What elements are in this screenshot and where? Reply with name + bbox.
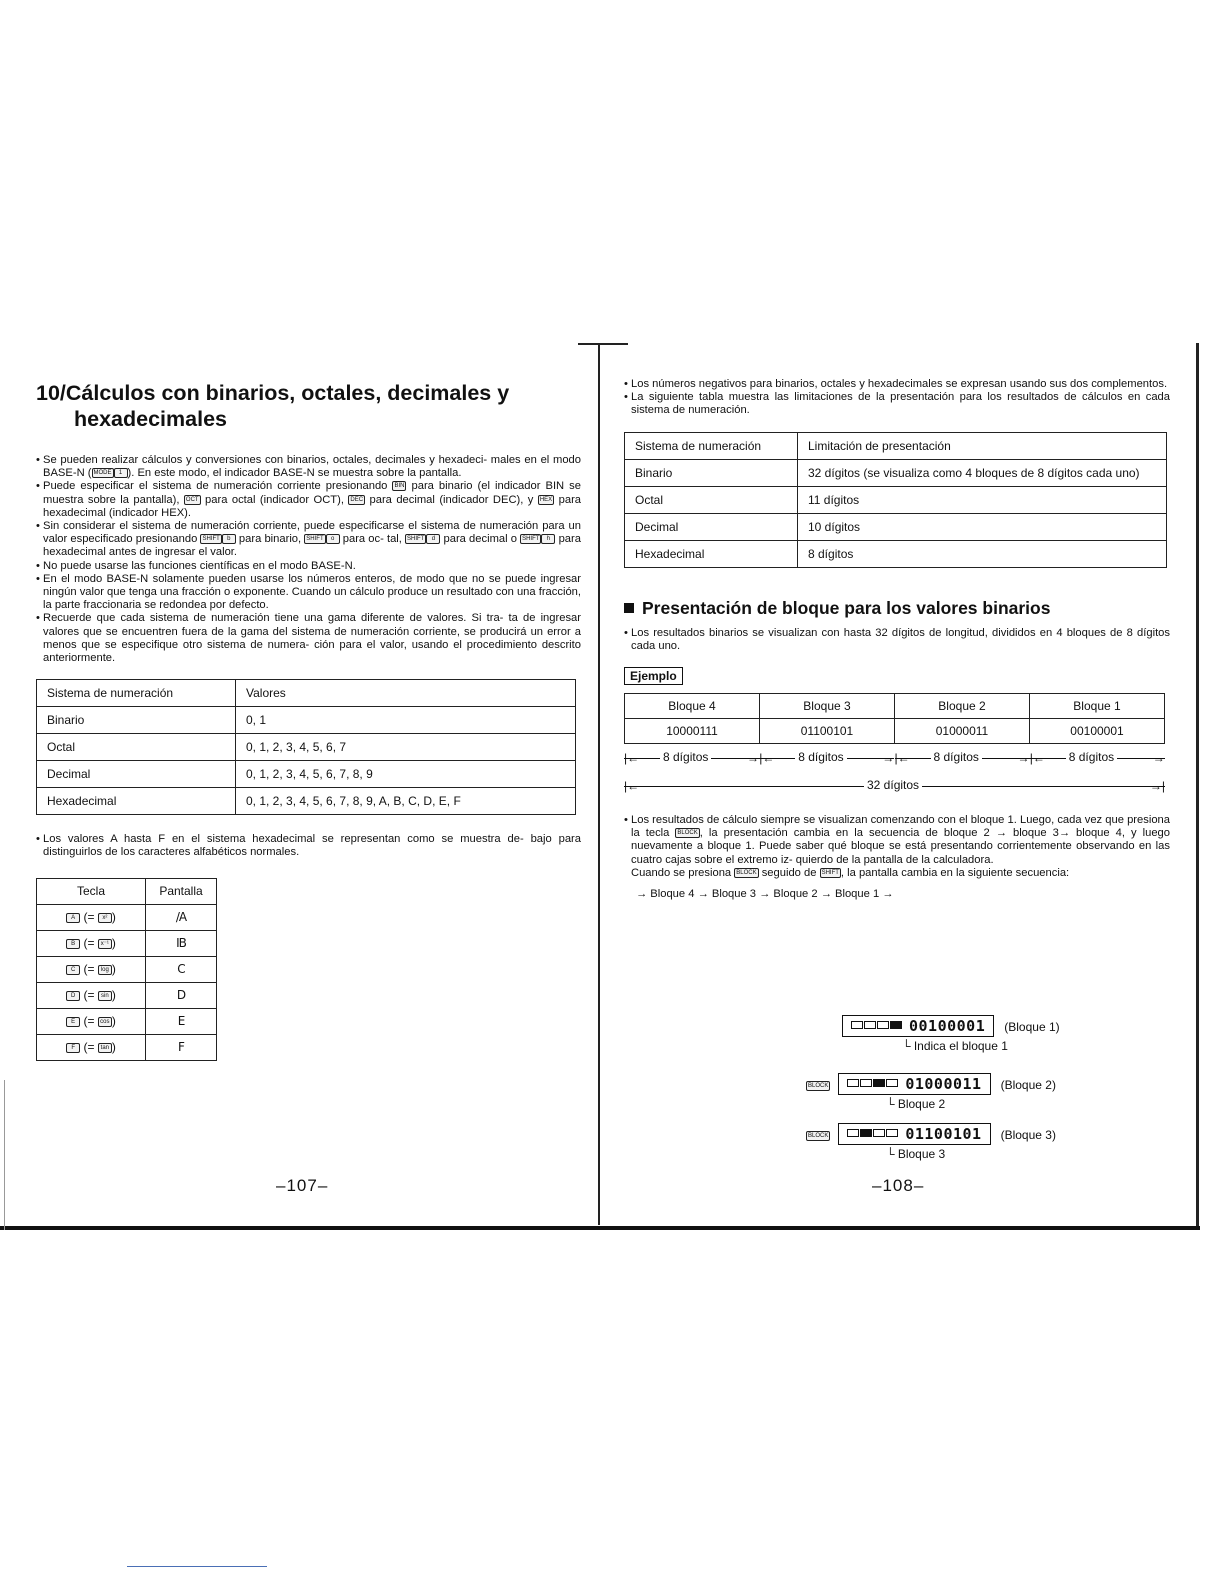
body-line2: Cuando se presiona BLOCK seguido de SHIFT , la pantalla cambia en la siguiente secuencia: <box>631 866 1070 879</box>
block-header: Bloque 2 <box>894 694 1029 719</box>
block-indicator <box>864 1021 876 1029</box>
block-key[interactable]: BLOCK <box>808 1082 829 1089</box>
table-row <box>625 459 1167 486</box>
segment-right-head: → <box>1017 751 1030 766</box>
key-cell: F (= tan ) <box>37 1034 146 1060</box>
values-table-header: Sistema de numeración <box>37 680 236 707</box>
oct-key[interactable]: OCT <box>185 496 199 503</box>
display-value: 00100001 <box>909 1017 986 1035</box>
segment-arrow <box>1030 748 1165 770</box>
chapter-title <box>36 380 581 432</box>
b-key[interactable]: b <box>222 534 236 544</box>
keys-table <box>36 878 217 1061</box>
arrow-left-head: |← <box>624 779 640 794</box>
table-row <box>37 761 576 788</box>
block-indicator <box>873 1129 885 1137</box>
left-bullet-list <box>36 454 581 665</box>
table-cell: Octal <box>37 734 236 761</box>
display-value: 01000011 <box>905 1075 982 1093</box>
table-cell: Hexadecimal <box>625 540 798 567</box>
display-caption: └ Bloque 2 <box>886 1097 946 1111</box>
segment-left-head: |← <box>1029 751 1045 766</box>
function-key[interactable]: cos <box>98 1017 112 1027</box>
d-key[interactable]: d <box>426 534 440 544</box>
page-divider-tick <box>578 343 628 345</box>
segment-right-head: → <box>1152 751 1165 766</box>
section-bullet-list <box>624 627 1170 653</box>
display-char: E <box>146 1008 217 1034</box>
segment-label: 8 dígitos <box>795 750 846 764</box>
bin-key[interactable]: BIN <box>394 483 405 490</box>
segment-right-head: → <box>882 751 895 766</box>
left-bullet: • No puede usarse las funciones científicas en el modo BASE-N. <box>36 560 581 573</box>
limits-table-header: Sistema de numeración <box>625 432 798 459</box>
bottom-rule <box>0 1226 1200 1230</box>
table-cell: Binario <box>625 459 798 486</box>
block-value: 01100101 <box>759 719 894 744</box>
right-edge-rule <box>1196 343 1199 1228</box>
table-cell: 32 dígitos (se visualiza como 4 bloques de 8 dígitos cada uno) <box>798 459 1167 486</box>
table-cell: Decimal <box>625 513 798 540</box>
display-char: D <box>146 982 217 1008</box>
left-bullet: • En el modo BASE-N solamente pueden usarse los números enteros, de modo que no se puede ingresar ningún valor que tenga una fracción o exponente. Cuando un cálculo produce un resultado con una fracción, la parte fraccionaria se redondea por defecto. <box>36 573 581 613</box>
key-cell: B (= x⁻¹ ) <box>37 930 146 956</box>
shift-key[interactable]: SHIFT <box>821 869 839 876</box>
left-bullet: • Recuerde que cada sistema de numeración tiene una gama diferente de valores. Si tra- ta de ingresar valores que se encuentren fuera de la gama del sistema de numeración corriente, se producirá un error a menos que se especifique otro sistema de numera- ción para el valor, usando el procedimiento descrito anteriormente. <box>36 612 581 665</box>
arrow-right-head: →| <box>1149 779 1165 794</box>
table-row <box>37 1034 217 1060</box>
table-cell: 10 dígitos <box>798 513 1167 540</box>
hex-key-b[interactable]: B <box>66 939 80 949</box>
table-cell: Decimal <box>37 761 236 788</box>
display-example <box>806 1015 1060 1053</box>
shift-key[interactable]: SHIFT <box>306 536 324 543</box>
body-bullet: • Los resultados de cálculo siempre se visualizan comenzando con el bloque 1. Luego, cada vez que presiona la tecla BLOCK , la presentación cambia en la secuencia de bloque 2 → bloque 3→ bloque 4, y luego nuevamente a bloque 1. Puede saber qué bloque se está presentando corrientemente observando en las cuatro cajas sobre el extremo iz- quierdo de la pantalla de la calculadora. <box>624 814 1170 867</box>
block-value: 10000111 <box>625 719 760 744</box>
segment-arrows <box>624 748 1165 770</box>
table-cell: 0, 1 <box>236 707 576 734</box>
calculator-display <box>838 1123 990 1145</box>
section-title: Presentación de bloque para los valores binarios <box>624 598 1170 619</box>
block-value: 01000011 <box>894 719 1029 744</box>
left-edge-mark <box>4 1080 5 1230</box>
display-example <box>806 1073 1056 1111</box>
display-char: IB <box>146 930 217 956</box>
shift-key[interactable]: SHIFT <box>522 536 540 543</box>
blocks-table <box>624 693 1165 744</box>
key-cell: D (= sin ) <box>37 982 146 1008</box>
table-row <box>37 930 217 956</box>
display-label: (Bloque 2) <box>1000 1078 1056 1092</box>
block-header: Bloque 1 <box>1029 694 1164 719</box>
block-indicator <box>877 1021 889 1029</box>
display-caption: └ Bloque 3 <box>886 1147 946 1161</box>
right-bullet: • Los números negativos para binarios, octales y hexadecimales se expresan usando sus dos complementos. <box>624 378 1170 391</box>
table-row <box>37 956 217 982</box>
total-arrow <box>624 776 1165 798</box>
table-row <box>37 734 576 761</box>
segment-left-head: |← <box>894 751 910 766</box>
table-cell: 0, 1, 2, 3, 4, 5, 6, 7, 8, 9, A, B, C, D, E, F <box>236 788 576 815</box>
limits-table-header: Limitación de presentación <box>798 432 1167 459</box>
shift-key[interactable]: SHIFT <box>202 536 220 543</box>
left-bullet: • Se pueden realizar cálculos y conversiones con binarios, octales, decimales y hexadeci- males en el modo BASE-N ( MODE 1 ). En este modo, el indicador BASE-N se muestra sobre la pantalla. <box>36 454 581 480</box>
display-char: F <box>146 1034 217 1060</box>
key-cell: A (= x² ) <box>37 904 146 930</box>
display-label: (Bloque 3) <box>1000 1128 1056 1142</box>
block-indicator <box>860 1079 872 1087</box>
page-number-left: –107– <box>276 1176 329 1195</box>
display-caption: └ Indica el bloque 1 <box>902 1039 1008 1053</box>
chapter-title-line1: 10/Cálculos con binarios, octales, decimales y <box>36 381 510 405</box>
block-key[interactable]: BLOCK <box>736 869 757 876</box>
table-row <box>625 540 1167 567</box>
segment-right-head: → <box>747 751 759 766</box>
o-key[interactable]: o <box>326 534 340 544</box>
segment-left-head: |← <box>759 751 775 766</box>
keys-table-header: Tecla <box>37 878 146 904</box>
mode-key[interactable]: MODE <box>93 470 112 477</box>
page-divider <box>598 345 600 1225</box>
hex-key-f[interactable]: F <box>66 1043 80 1053</box>
limits-table <box>624 432 1167 568</box>
display-value: 01100101 <box>905 1125 982 1143</box>
hex-key-c[interactable]: C <box>66 965 80 975</box>
segment-arrow <box>895 748 1030 770</box>
body-bullet-list <box>624 814 1170 867</box>
table-cell: Binario <box>37 707 236 734</box>
block-indicator <box>890 1021 902 1029</box>
block-indicator <box>873 1079 885 1087</box>
block-sequence: → Bloque 4 → Bloque 3 → Bloque 2 → Bloque 1 → <box>636 888 894 901</box>
right-bullet: • La siguiente tabla muestra las limitaciones de la presentación para los resultados de cálculos en cada sistema de numeración. <box>624 391 1170 417</box>
table-cell: 11 dígitos <box>798 486 1167 513</box>
segment-label: 8 dígitos <box>660 750 711 764</box>
key-cell: C (= log ) <box>37 956 146 982</box>
page-number-right: –108– <box>872 1176 925 1195</box>
display-char: C <box>146 956 217 982</box>
hex-key-a[interactable]: A <box>66 913 80 923</box>
table-cell: 8 dígitos <box>798 540 1167 567</box>
section-bullet-square <box>624 603 634 613</box>
1-key[interactable]: 1 <box>114 468 128 478</box>
block-indicator <box>886 1129 898 1137</box>
hex-key-d[interactable]: D <box>66 991 80 1001</box>
segment-label: 8 dígitos <box>1066 750 1117 764</box>
table-row <box>625 513 1167 540</box>
function-key[interactable]: tan <box>98 1043 112 1053</box>
function-key[interactable]: log <box>98 965 112 975</box>
segment-label: 8 dígitos <box>931 750 982 764</box>
right-page <box>624 378 1170 900</box>
dec-key[interactable]: DEC <box>350 496 364 503</box>
hex-key-e[interactable]: E <box>66 1017 80 1027</box>
note-item: • Los valores A hasta F en el sistema hexadecimal se representan como se muestra de- bajo para distinguirlos de los caracteres alfabéticos normales. <box>36 833 581 859</box>
table-row <box>37 904 217 930</box>
values-table <box>36 679 576 815</box>
display-char: /A <box>146 904 217 930</box>
note-list <box>36 833 581 859</box>
table-row <box>37 707 576 734</box>
block-header: Bloque 3 <box>759 694 894 719</box>
function-key[interactable]: x² <box>98 913 112 923</box>
footer-line <box>127 1566 267 1567</box>
block-value: 00100001 <box>1029 719 1164 744</box>
table-row <box>37 982 217 1008</box>
block-indicator <box>851 1021 863 1029</box>
shift-key[interactable]: SHIFT <box>407 536 425 543</box>
segment-arrow <box>624 748 759 770</box>
keys-table-header: Pantalla <box>146 878 217 904</box>
chapter-title-line2: hexadecimales <box>74 407 227 431</box>
table-row <box>625 486 1167 513</box>
segment-left-head: |← <box>624 751 640 766</box>
block-indicator <box>886 1079 898 1087</box>
left-bullet: • Puede especificar el sistema de numeración corriente presionando BIN para binario (el indicador BIN se muestra sobre la pantalla), OCT para octal (indicador OCT), DEC para decimal (indicador DEC), y HEX para hexadecimal (indicador HEX). <box>36 480 581 520</box>
segment-arrow <box>759 748 894 770</box>
display-example <box>806 1123 1056 1161</box>
table-row <box>37 788 576 815</box>
calculator-display <box>838 1073 990 1095</box>
right-bullet-list <box>624 378 1170 418</box>
block-indicator <box>847 1129 859 1137</box>
block-indicator <box>847 1079 859 1087</box>
block-indicator <box>860 1129 872 1137</box>
table-cell: Octal <box>625 486 798 513</box>
left-bullet: • Sin considerar el sistema de numeración corriente, puede especificarse el sistema de numeración para un valor especificado presionando SHIFT b para binario, SHIFT o para oc- tal, SHIFT d para decimal o SHIFT h para hexadecimal antes de ingresar el valor. <box>36 520 581 560</box>
key-cell: E (= cos ) <box>37 1008 146 1034</box>
h-key[interactable]: h <box>541 534 555 544</box>
left-page <box>36 380 581 1061</box>
function-key[interactable]: sin <box>98 991 112 1001</box>
table-cell: 0, 1, 2, 3, 4, 5, 6, 7 <box>236 734 576 761</box>
table-cell: 0, 1, 2, 3, 4, 5, 6, 7, 8, 9 <box>236 761 576 788</box>
table-row <box>37 1008 217 1034</box>
total-digits-label: 32 dígitos <box>864 778 922 792</box>
table-cell: Hexadecimal <box>37 788 236 815</box>
example-label: Ejemplo <box>624 667 683 685</box>
calculator-display <box>842 1015 994 1037</box>
block-header: Bloque 4 <box>625 694 760 719</box>
hex-key[interactable]: HEX <box>539 496 553 503</box>
block-key[interactable]: BLOCK <box>677 830 698 837</box>
function-key[interactable]: x⁻¹ <box>98 939 112 949</box>
section-bullet: • Los resultados binarios se visualizan con hasta 32 dígitos de longitud, divididos en 4 bloques de 8 dígitos cada uno. <box>624 627 1170 653</box>
display-label: (Bloque 1) <box>1004 1020 1060 1034</box>
values-table-header: Valores <box>236 680 576 707</box>
block-key[interactable]: BLOCK <box>808 1132 829 1139</box>
